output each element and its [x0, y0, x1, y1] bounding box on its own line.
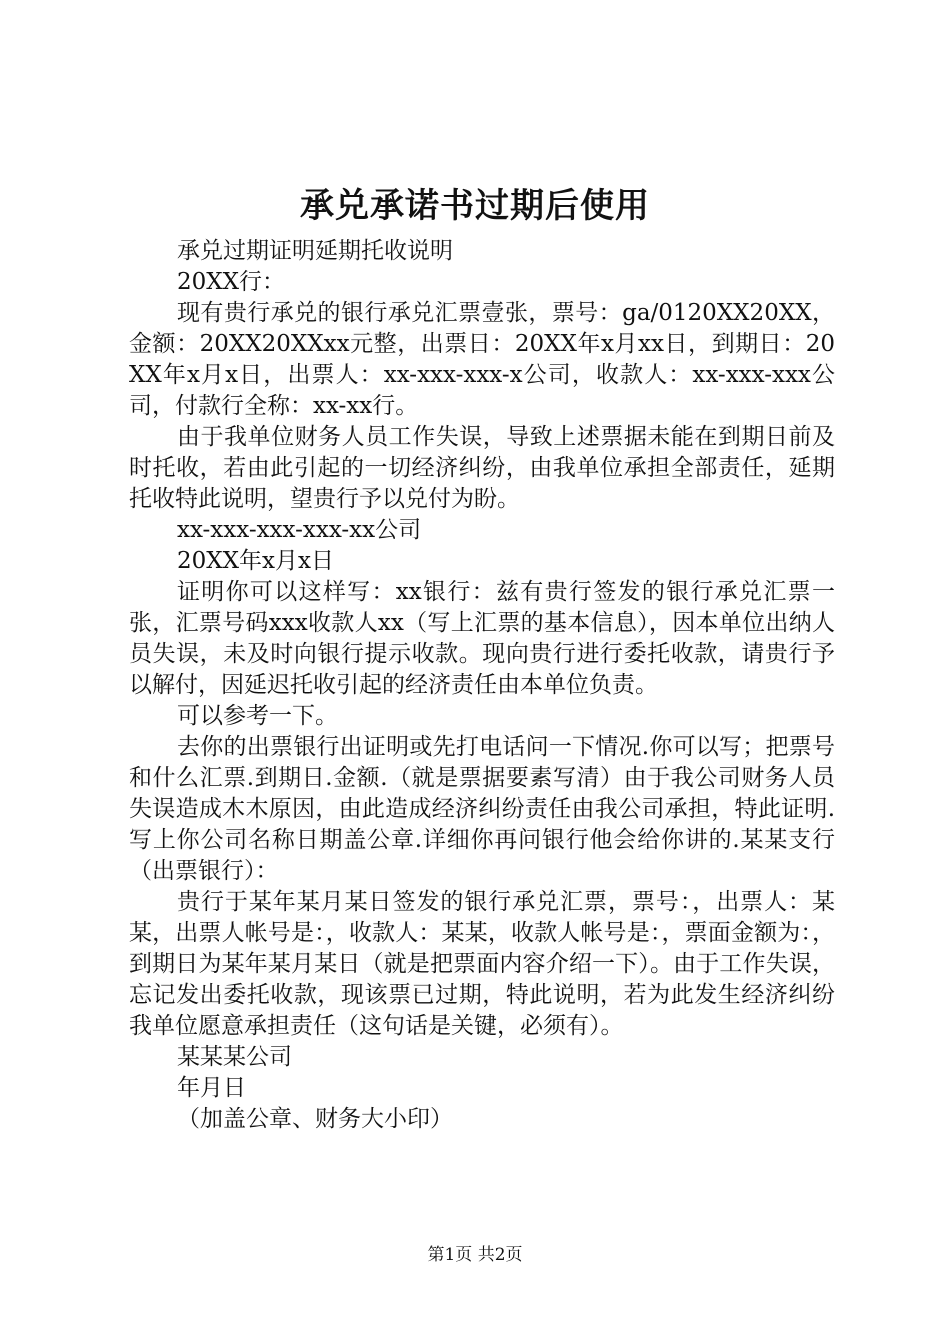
paragraph-bill-details: 现有贵行承兑的银行承兑汇票壹张，票号：ga/0120XX20XX，金额：20XX20XXxx元整，出票日：20XX年x月xx日，到期日：20XX年x月x日，出票人：xx-xxx-xxx-x公司，收款人：xx-xxx-xxx公司，付款行全称：xx-xx行。	[129, 300, 835, 419]
page-footer: 第1页 共2页	[427, 1245, 523, 1265]
document-body	[129, 236, 835, 1135]
paragraph-signature-date: 年月日	[177, 1075, 246, 1101]
paragraph-salutation: 20XX行：	[177, 269, 286, 295]
paragraph-company-signature: xx-xxx-xxx-xxx-xx公司	[177, 517, 422, 543]
paragraph-advice: 去你的出票银行出证明或先打电话问一下情况.你可以写；把票号和什么汇票.到期日.金额.（就是票据要素写清）由于我公司财务人员失误造成木木原因，由此造成经济纠纷责任由我公司承担，特此证明.写上你公司名称日期盖公章.详细你再问银行他会给你讲的.某某支行（出票银行）：	[129, 734, 835, 884]
paragraph-reference-note: 可以参考一下。	[177, 703, 338, 729]
paragraph-heading: 承兑过期证明延期托收说明	[177, 238, 453, 264]
paragraph-sample-proof: 证明你可以这样写：xx银行：兹有贵行签发的银行承兑汇票一张，汇票号码xxx收款人xx（写上汇票的基本信息），因本单位出纳人员失误，未及时向银行提示收款。现向贵行进行委托收款，请贵行予以解付，因延迟托收引起的经济责任由本单位负责。	[129, 579, 835, 698]
paragraph-date: 20XX年x月x日	[177, 548, 334, 574]
paragraph-sample-letter: 贵行于某年某月某日签发的银行承兑汇票，票号：，出票人：某某，出票人帐号是：，收款人：某某，收款人帐号是：，票面金额为：，到期日为某年某月某日（就是把票面内容介绍一下）。由于工作失误，忘记发出委托收款，现该票已过期，特此说明，若为此发生经济纠纷我单位愿意承担责任（这句话是关键，必须有）。	[129, 889, 835, 1039]
document-title: 承兑承诺书过期后使用	[300, 186, 650, 226]
paragraph-explanation: 由于我单位财务人员工作失误，导致上述票据未能在到期日前及时托收，若由此引起的一切经济纠纷，由我单位承担全部责任，延期托收特此说明，望贵行予以兑付为盼。	[129, 424, 835, 512]
paragraph-seal-note: （加盖公章、财务大小印）	[177, 1106, 453, 1132]
paragraph-signer: 某某某公司	[177, 1044, 292, 1070]
